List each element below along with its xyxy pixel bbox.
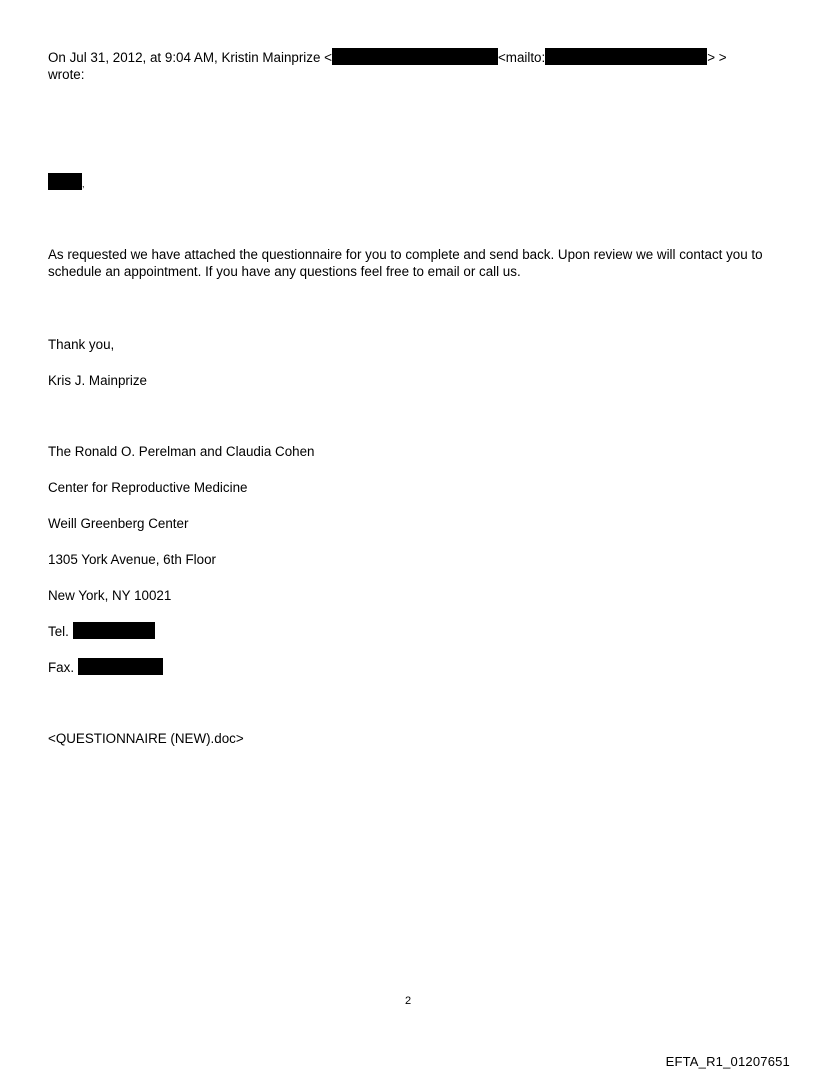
greeting-line [48, 173, 85, 193]
redaction-block [48, 173, 82, 190]
redaction-block [545, 48, 707, 65]
body-paragraph: As requested we have attached the questionnaire for you to complete and send back. Upon review we will contact you to schedule an appointment. If you have any questions feel free to email or call us. [48, 247, 763, 279]
tel-label: Tel. [48, 624, 69, 639]
greeting-suffix: , [82, 179, 85, 189]
signature-building: Weill Greenberg Center [48, 516, 189, 531]
header-mailto: <mailto: [497, 50, 546, 65]
page-number: 2 [404, 995, 412, 1007]
header-suffix: > > [707, 50, 727, 65]
signature-org-line2: Center for Reproductive Medicine [48, 480, 248, 495]
header-prefix: On Jul 31, 2012, at 9:04 AM, Kristin Mainprize < [48, 50, 332, 65]
header-wrote: wrote: [48, 67, 85, 82]
bates-number: EFTA_R1_01207651 [665, 1054, 790, 1069]
closing-line: Thank you, [48, 337, 115, 352]
signature-fax [48, 658, 163, 676]
redaction-block [78, 658, 163, 675]
signature-city: New York, NY 10021 [48, 588, 172, 603]
attachment-name: <QUESTIONNAIRE (NEW).doc> [48, 731, 244, 746]
signature-street: 1305 York Avenue, 6th Floor [48, 552, 217, 567]
fax-label: Fax. [48, 660, 75, 675]
signature-name: Kris J. Mainprize [48, 373, 147, 388]
signature-tel [48, 622, 155, 640]
redaction-block [332, 48, 498, 65]
email-header-line [48, 48, 727, 66]
redaction-block [73, 622, 155, 639]
signature-org-line1: The Ronald O. Perelman and Claudia Cohen [48, 444, 315, 459]
